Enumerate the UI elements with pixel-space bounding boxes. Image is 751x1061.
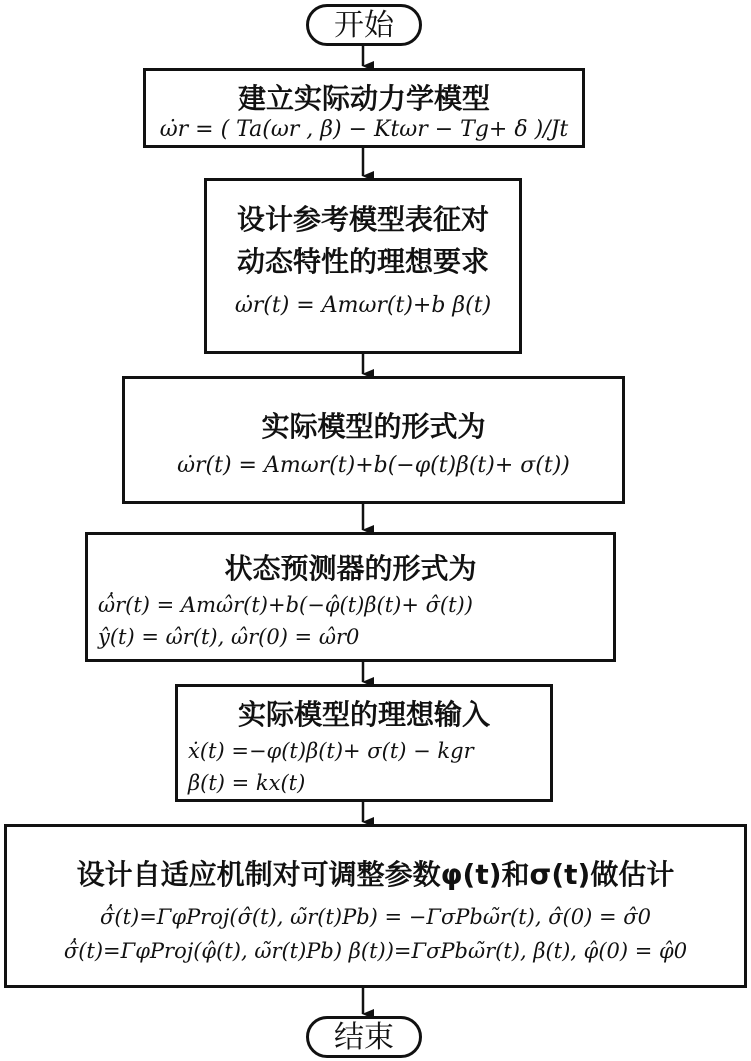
step-ideal-input <box>175 684 553 802</box>
step-actual-model-form <box>122 376 625 504</box>
start-terminal <box>306 4 422 46</box>
step-title: 实际模型的形式为 <box>261 410 486 443</box>
step-equation-2: β(t) = kx(t) <box>188 771 306 795</box>
step-equation-1: σ̂̇(t)=ΓφProj(σ̂(t), ω̃r(t)Pb) = −ΓσPbω̃r(t), σ̂(0) = σ̂0 <box>100 905 651 929</box>
step-dynamics-model <box>143 68 585 148</box>
start-label: 开始 <box>334 8 394 43</box>
end-label: 结束 <box>334 1020 394 1055</box>
step-equation-2: σ̂̇(t)=ΓφProj(φ̂(t), ω̃r(t)Pb) β(t))=ΓσPbω̃r(t), β(t), φ̂(0) = φ̂0 <box>63 939 688 963</box>
step-equation-1: ẋ(t) =−φ(t)β(t)+ σ(t) − kgr <box>188 739 474 763</box>
step-state-predictor <box>85 532 616 662</box>
step-equation-2: ŷ(t) = ω̂r(t), ω̂r(0) = ω̂r0 <box>98 625 360 649</box>
step-title: 状态预测器的形式为 <box>224 552 477 585</box>
step-equation: ω̇r(t) = Amωr(t)+b β(t) <box>234 293 492 318</box>
step-equation: ω̇r = ( Ta(ωr , β) − Ktωr − Tg+ δ )/Jt <box>159 117 569 142</box>
end-terminal <box>306 1016 422 1058</box>
step-equation: ω̇r(t) = Amωr(t)+b(−φ(t)β(t)+ σ(t)) <box>177 453 570 478</box>
step-title-line-2: 动态特性的理想要求 <box>236 245 489 278</box>
step-title: 实际模型的理想输入 <box>237 698 490 731</box>
step-title: 设计自适应机制对可调整参数φ(t)和σ(t)做估计 <box>76 858 675 891</box>
step-adaptive-mechanism <box>4 824 747 988</box>
step-title: 建立实际动力学模型 <box>237 82 490 115</box>
step-reference-model <box>204 178 522 354</box>
step-title-line-1: 设计参考模型表征对 <box>236 203 489 236</box>
step-equation-1: ω̂̇r(t) = Amω̂r(t)+b(−φ̂(t)β(t)+ σ̂(t)) <box>98 593 473 617</box>
